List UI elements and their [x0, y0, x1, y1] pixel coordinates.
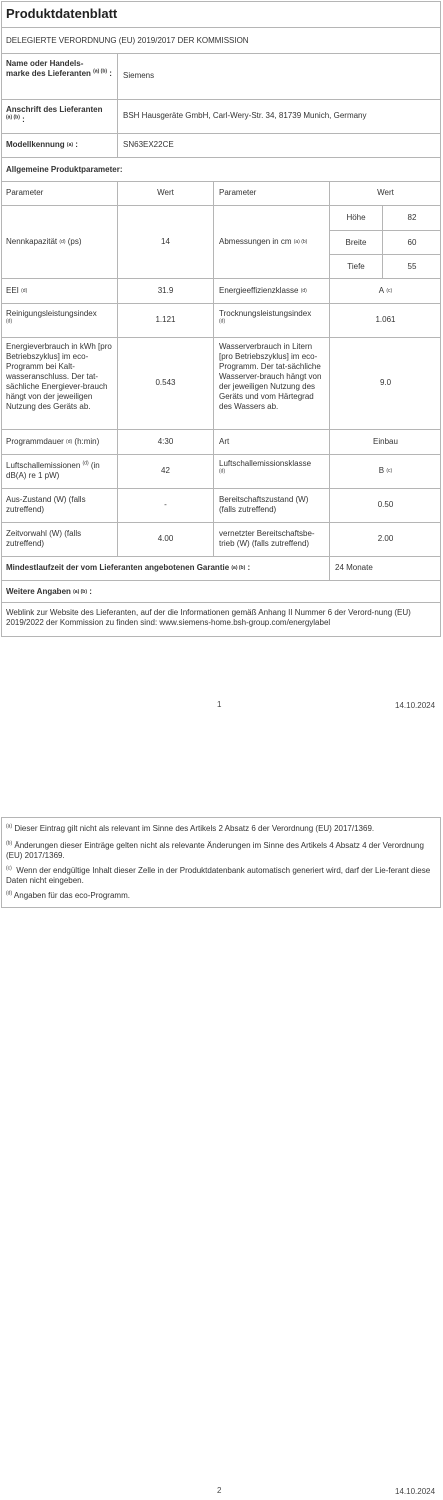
standby-value: 0.50 — [329, 488, 441, 522]
further-info-heading: Weitere Angaben (a) (b) : — [1, 580, 441, 602]
warranty-value: 24 Monate — [329, 556, 441, 580]
col-header-value-left: Wert — [117, 181, 213, 205]
col-header-param-right: Parameter — [213, 181, 329, 205]
eei-label: EEI (d) — [6, 285, 28, 295]
warranty-label: Mindestlaufzeit der vom Lieferanten angebotenen Garantie (a) (b) : — [6, 563, 251, 572]
water-consumption-label: Wasserverbrauch in Litern [pro Betriebszyklus] im eco-Programm. Der tat-sächliche Wasserver-brauch hängt von der jeweiligen Nutzung des Geräts und vom Härtegrad des Wassers ab. — [213, 337, 329, 429]
energy-consumption-label: Energieverbrauch in kWh [pro Betriebszyklus] im eco-Programm bei Kalt-wasseranschluss. Der tat-sächliche Energiever-brauch hängt von der jeweiligen Nutzung des Geräts ab. — [6, 342, 112, 411]
off-mode-label: Aus-Zustand (W) (falls zutreffend) — [6, 495, 86, 514]
capacity-value: 14 — [117, 205, 213, 278]
drying-index-value: 1.061 — [329, 303, 441, 337]
water-consumption-value: 9.0 — [329, 337, 441, 429]
width-label: Breite — [329, 230, 382, 254]
height-label: Höhe — [329, 205, 382, 230]
networked-standby-label: vernetzter Bereitschaftsbe-trieb (W) (falls zutreffend) — [213, 522, 329, 556]
supplier-name-value: Siemens — [117, 53, 441, 99]
energy-class-value: A (c) — [329, 278, 441, 303]
cleaning-index-label: Reinigungsleistungsindex $^{(d)}$ — [6, 309, 97, 325]
off-mode-value: - — [117, 488, 213, 522]
noise-class-label: Luftschallemissionsklasse $^{(d)}$ — [213, 454, 329, 488]
depth-label: Tiefe — [329, 254, 382, 278]
standby-label: Bereitschaftszustand (W) (falls zutreffend) — [213, 488, 329, 522]
sheet-title: Produktdatenblatt — [6, 5, 118, 21]
networked-standby-value: 2.00 — [329, 522, 441, 556]
supplier-name-label: Name oder Handels- marke des Lieferanten $^{(a) (b)}$ : — [6, 59, 112, 78]
supplier-address-label: Anschrift des Lieferanten $^{(a) (b)}$ : — [6, 105, 103, 124]
page-date: 14.10.2024 — [395, 1487, 436, 1496]
program-duration-value: 4:30 — [117, 429, 213, 454]
page-date: 14.10.2024 — [395, 701, 436, 710]
col-header-value-right: Wert — [329, 181, 441, 205]
height-value: 82 — [382, 205, 441, 230]
model-label: Modellkennung (a) : — [6, 140, 78, 149]
cleaning-index-value: 1.121 — [117, 303, 213, 337]
noise-emission-value: 42 — [117, 454, 213, 488]
type-value: Einbau — [329, 429, 441, 454]
drying-index-label: Trocknungsleistungsindex $^{(d)}$ — [213, 303, 329, 337]
col-header-param-left: Parameter — [6, 188, 44, 197]
dimensions-label: Abmessungen in cm (a) (b) — [213, 205, 329, 278]
page-number: 2 — [217, 1486, 222, 1495]
footnote-c: $^{(c)}$ Wenn der endgültige Inhalt dieser Zelle in der Produktdatenbank automatisch generiert wird, darf der Lie-ferant diese Daten nicht eingeben. — [6, 865, 431, 885]
energy-class-label: Energieeffizienzklasse (d) — [213, 278, 329, 303]
further-info-text: Weblink zur Website des Lieferanten, auf der die Informationen gemäß Anhang II Nummer 6 der Verord-nung (EU) 2019/2022 der Kommission zu finden sind: www.siemens-home.bsh-group.com/energylabel — [1, 602, 441, 637]
footnote-d: $^{(d)}$ Angaben für das eco-Programm. — [6, 890, 130, 900]
delay-start-value: 4.00 — [117, 522, 213, 556]
model-value: SN63EX22CE — [117, 133, 441, 157]
depth-value: 55 — [382, 254, 441, 278]
noise-class-value: B (c) — [329, 454, 441, 488]
footnote-a: $^{(a)}$ Dieser Eintrag gilt nicht als relevant im Sinne des Artikels 2 Absatz 6 der Verordnung (EU) 2017/1369. — [6, 823, 375, 833]
eei-value: 31.9 — [117, 278, 213, 303]
footnote-b: $^{(b)}$ Änderungen dieser Einträge gelten nicht als relevante Änderungen im Sinne des Artikels 4 Absatz 4 der Verordnung (EU) 2017/1369. — [6, 840, 424, 860]
regulation-line: DELEGIERTE VERORDNUNG (EU) 2019/2017 DER KOMMISSION — [1, 27, 441, 53]
supplier-address-value: BSH Hausgeräte GmbH, Carl-Wery-Str. 34, 81739 Munich, Germany — [117, 99, 441, 133]
energy-consumption-value: 0.543 — [117, 337, 213, 429]
noise-emission-label: Luftschallemissionen $^{(d)}$ (in dB(A) re 1 pW) — [6, 460, 100, 480]
type-label: Art — [213, 429, 329, 454]
general-heading: Allgemeine Produktparameter: — [1, 157, 441, 181]
program-duration-label: Programmdauer (d) (h:min) — [6, 436, 100, 446]
page-number: 1 — [217, 700, 222, 709]
width-value: 60 — [382, 230, 441, 254]
delay-start-label: Zeitvorwahl (W) (falls zutreffend) — [6, 529, 82, 548]
capacity-label: Nennkapazität (d) (ps) — [6, 236, 82, 246]
